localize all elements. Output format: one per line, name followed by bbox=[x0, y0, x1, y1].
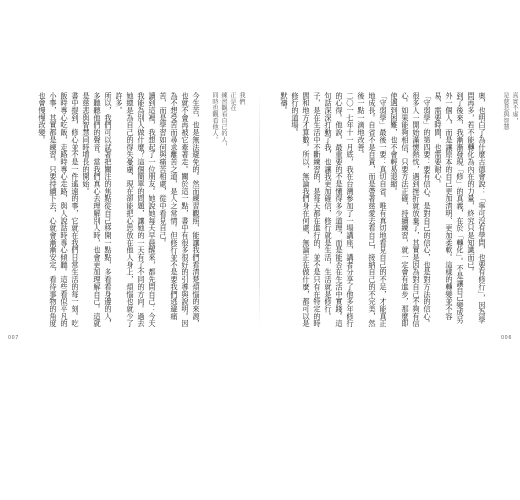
left-page bbox=[0, 0, 259, 500]
right-page-body-text: 奧，也明白了為什麼古德會說：「寧可沒有學問，也要有修行」，因為學問再多，若不能轉化為內在的力量，終究只是知識而已。 到了後來，我漸漸發現「修」的真義，在於「轉化」。不是讓自己變成另外一個人，而是讓原本的自己更加清明、更加柔軟。這樣的轉變並不容易，需要時間，也需要耐心。 「守弱學」的第四要：要有信心。是對自己的信心，也是對方法的信心。很多人一開始滿懷熱忱，遇到挫折就放棄了，其實是因為對自己不夠有信心。如果能夠相信，只要方法正確，持續練習，就一定會有進步，那麼即使遇到困難，也不會輕易退縮。 「守弱學」最後一要：真切自省。唯有真切地看見自己的不足，才能真正地成長。自省不是自責，而是帶著慈愛去看自己，接納自己的不完美，然後一點一滴地改善。 二〇一七年十一月底，我在台灣參加了一場講座，講者分享了他多年修行的心得。他說，最重要的不是懂得多少道理，而是能否在生活中實踐。這句話深深打動了我，也讓我更加確信，修行就是生活，生活就是修行。 子，是在生活中不斷練習的，是每天都在進行的，並不是只有在特定的時間和地方才算數。所以，無論我們身在何處，無論正在做什麼，都可以是修行的道場。 默禱。 bbox=[280, 92, 487, 328]
right-page bbox=[260, 0, 520, 500]
right-page-number: 006 bbox=[501, 336, 512, 341]
left-page-number: 007 bbox=[8, 336, 19, 341]
left-page-body-text: 今生苦，也是無法避免的。然而練習觀照，能讓我們看清楚煩惱的來源，也就不會再被它牽著走。關於這一點，書中有很多很好的引導與說明。因為不想受苦而尋求離苦之道，是人之常情。但修行並不是要我們逃避痛苦，而是學習如何與痛苦相處，從中看見自己。 讀到這裡，我想起了一位朋友。她說她每天早晨醒來，都先問自己：今天我能為別人做什麼？這個簡單的問題，讓她的一天有了不同的方向。過去她總是為自己的得失憂慮，現在卻能把心思放在他人身上，煩惱也就少了許多。 所以，我們可以試著把關注的焦點從自己移開一點點，多看看身邊的人，多聽聽他們的聲音。當我們真心去理解別人時，也會更加理解自己。這就是慈悲與智慧同時增長的開始。 書中提到，修心並不是一件遙遠的事，它就在我們日常生活的每一刻。吃飯時專心吃飯，走路時專心走路，與人說話時專心傾聽。這些看似平凡的小事，其實都是練習。只要持續下去，心就會漸漸安定，看待事物的角度也會慢慢改變。 bbox=[38, 92, 201, 328]
left-page-margin-quote: 我們 正是在 練習觀看自己的人， 同時也觀看他人。 bbox=[211, 92, 245, 150]
right-page-margin-quote: 真實不虛， 是慈悲與智慧 bbox=[502, 92, 518, 131]
